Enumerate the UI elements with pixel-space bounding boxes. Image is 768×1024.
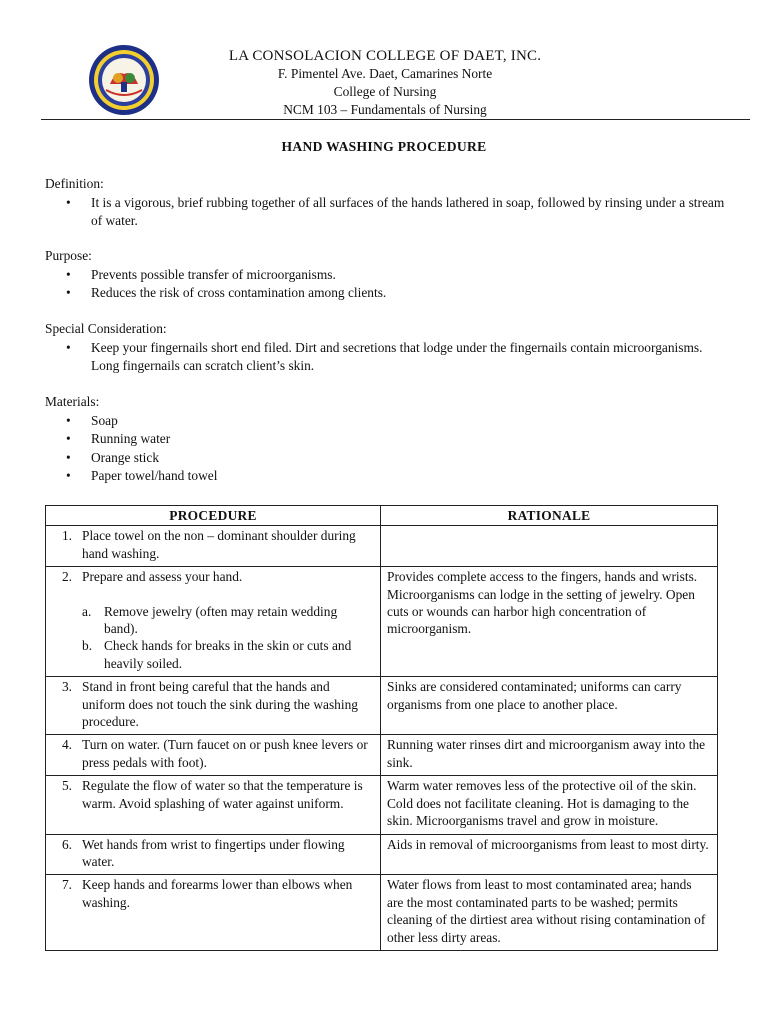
procedure-header: PROCEDURE	[46, 506, 381, 526]
rationale-cell: Water flows from least to most contaminated area; hands are the most contaminated parts to be washed; permits cleaning of the dirtiest area without rising contamination of other less dirty areas.	[381, 875, 718, 951]
rationale-cell	[381, 567, 718, 677]
sub-step-text: Check hands for breaks in the skin or cuts and heavily soiled.	[104, 638, 352, 671]
rationale-cell: Sinks are considered contaminated; uniforms can carry organisms from one place to another place.	[381, 677, 718, 735]
college-seal-logo	[88, 44, 160, 116]
document-header	[200, 47, 570, 119]
materials-item: • Running water	[45, 430, 725, 449]
definition-label: Definition:	[45, 176, 104, 191]
step-number: 5.	[61, 778, 72, 794]
procedure-cell	[46, 526, 381, 567]
purpose-item: • Reduces the risk of cross contamination among clients.	[45, 284, 725, 303]
materials-item: • Orange stick	[45, 449, 725, 468]
rationale-cell: Warm water removes less of the protective oil of the skin. Cold does not facilitate cleaning. Hot is damaging to the skin. Microorganisms travel and grow in moisture.	[381, 776, 718, 834]
college-name: LA CONSOLACION COLLEGE OF DAET, INC.	[228, 48, 542, 64]
department-name: College of Nursing	[333, 84, 437, 99]
definition-item: • It is a vigorous, brief rubbing together of all surfaces of the hands lathered in soap, followed by rinsing under a stream of water.	[45, 194, 725, 231]
procedure-cell	[46, 875, 381, 951]
sub-step-letter: b.	[82, 638, 93, 654]
rationale-cell	[381, 526, 718, 567]
sub-step-letter: a.	[82, 603, 92, 619]
table-header-row	[46, 506, 718, 526]
purpose-item: • Prevents possible transfer of microorganisms.	[45, 266, 725, 285]
rationale-text: Provides complete access to the fingers, hands and wrists.	[387, 569, 698, 585]
step-text: Stand in front being careful that the hands and uniform does not touch the sink during the washing procedure.	[82, 679, 358, 730]
procedure-cell	[46, 834, 381, 875]
step-text: Prepare and assess your hand.	[82, 569, 243, 585]
table-row	[46, 567, 718, 677]
table-row	[46, 776, 718, 834]
step-number: 7.	[61, 877, 72, 893]
step-text: Regulate the flow of water so that the temperature is warm. Avoid splashing of water against uniform.	[82, 778, 363, 811]
step-text: Place towel on the non – dominant shoulder during hand washing.	[82, 528, 356, 561]
table-row	[46, 735, 718, 776]
purpose-section	[45, 247, 725, 303]
step-text: Wet hands from wrist to fingertips under flowing water.	[82, 836, 345, 869]
procedure-cell	[46, 677, 381, 735]
table-row	[46, 834, 718, 875]
procedure-table	[45, 505, 718, 951]
materials-label: Materials:	[45, 394, 100, 409]
materials-item: • Paper towel/hand towel	[45, 467, 725, 486]
college-address: F. Pimentel Ave. Daet, Camarines Norte	[277, 66, 493, 81]
step-text: Keep hands and forearms lower than elbows when washing.	[82, 877, 353, 910]
rationale-cell: Aids in removal of microorganisms from least to most dirty.	[381, 834, 718, 875]
materials-section	[45, 393, 725, 486]
sub-step	[82, 637, 374, 672]
sub-step	[82, 603, 374, 638]
special-consideration-item: • Keep your fingernails short end filed. Dirt and secretions that lodge under the fingernails contain microorganisms. Long fingernails can scratch client’s skin.	[45, 339, 725, 376]
rationale-cell: Running water rinses dirt and microorganism away into the sink.	[381, 735, 718, 776]
special-consideration-label: Special Consideration:	[45, 321, 167, 336]
rationale-text: Microorganisms can lodge in the setting of jewelry. Open cuts or wounds can harbor high concentration of microorganism.	[387, 586, 695, 637]
step-text: Turn on water. (Turn faucet on or push knee levers or press pedals with foot).	[82, 737, 368, 770]
table-row	[46, 526, 718, 567]
step-number: 3.	[61, 679, 72, 695]
step-number: 2.	[61, 569, 72, 585]
step-number: 6.	[61, 836, 72, 852]
definition-section	[45, 175, 725, 231]
course-name: NCM 103 – Fundamentals of Nursing	[283, 102, 487, 117]
header-divider	[41, 119, 750, 120]
purpose-label: Purpose:	[45, 248, 92, 263]
table-row	[46, 875, 718, 951]
document-title: HAND WASHING PROCEDURE	[281, 139, 487, 154]
special-consideration-section	[45, 320, 725, 376]
sub-step-text: Remove jewelry (often may retain wedding band).	[104, 603, 338, 637]
procedure-cell	[46, 735, 381, 776]
materials-item: • Soap	[45, 412, 725, 431]
table-row	[46, 677, 718, 735]
rationale-header: RATIONALE	[381, 506, 718, 526]
step-number: 4.	[61, 737, 72, 753]
step-number: 1.	[61, 528, 72, 544]
procedure-cell	[46, 567, 381, 677]
procedure-cell	[46, 776, 381, 834]
